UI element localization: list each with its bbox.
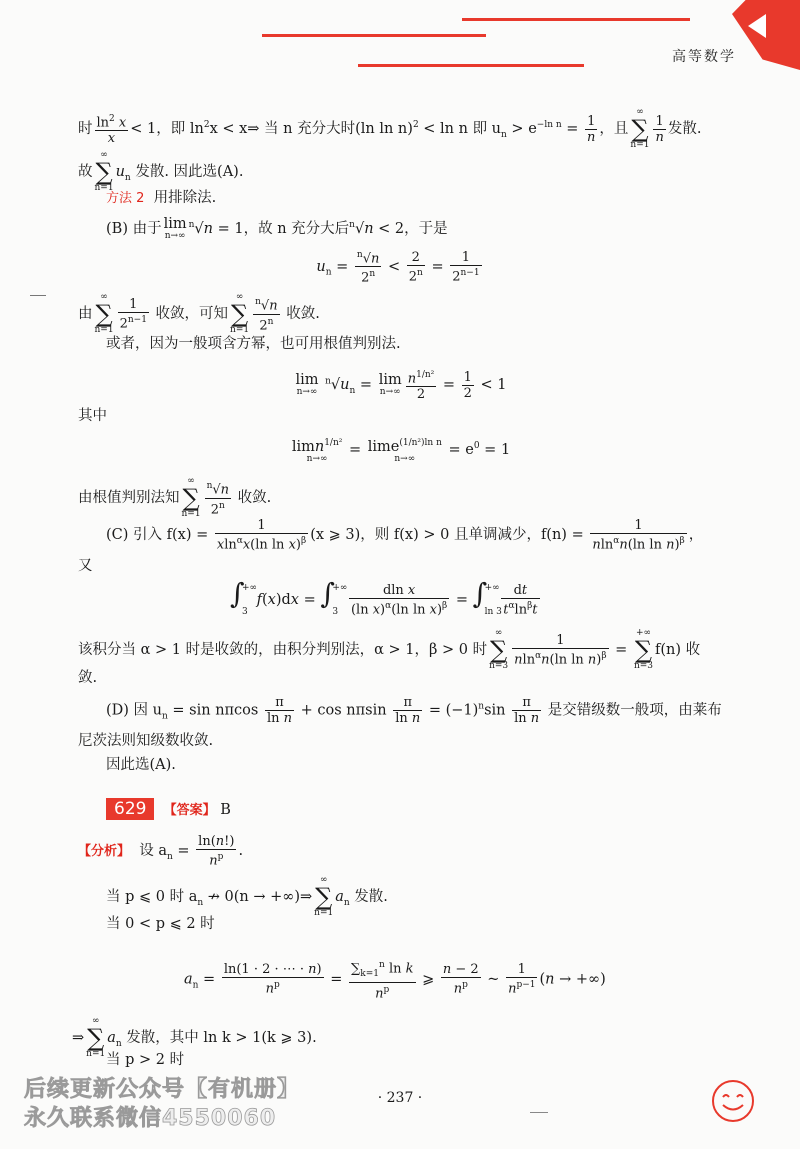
page-number: · 237 ·	[377, 1090, 423, 1106]
display-equation: lim n→∞ $^n√u_n$ = lim n→∞ $\frac{n^{1/n^2}}{2}$ = $\frac{1}{2}$ < 1	[295, 369, 507, 403]
text-line: 时 $\frac{\ln^2 x}{x}$ < 1，即 $\ln^2x$ < x⇒ 当 n 充分大时(ln ln n)$^2$ < ln n 即 $u_n > e^{-ln n}$ = $\frac{1}{n}$ ，且 ∞ ∑ n=1 $\frac{1}{n}$ 发散.	[78, 107, 702, 150]
fraction: $\frac{2}{2^n}$	[408, 249, 423, 284]
text-line: 当 p > 2 时	[106, 1052, 185, 1068]
text-line: 故 ∞ ∑ n=1 $u_n$ 发散. 因此选(A).	[78, 150, 244, 193]
red-stripe	[262, 34, 486, 37]
limit: lim n→∞	[378, 372, 402, 398]
integral-symbol: ∫ +∞ 3	[320, 577, 348, 617]
text-line: 尼茨法则知级数收敛.	[78, 733, 214, 749]
text-line: 当 p ⩽ 0 时 $a_n$ ↛ 0(n → +∞)⇒ ∞ ∑ n=1 $a_n$ 发散.	[106, 875, 388, 918]
limit: lime$^{(1/n^2)ln n}$ n→∞	[367, 438, 442, 464]
text-line: 该积分当 α > 1 时是收敛的，由积分判别法，α > 1，β > 0 时 ∞ ∑ n=3 $\frac{1}{nln^\alpha n(\ln \ln n)^\beta}$ = +∞ ∑ n=3 f(n) 收	[78, 628, 701, 671]
method-heading: 方法 2 用排除法.	[106, 190, 217, 206]
text-line: 其中	[78, 408, 107, 424]
text-line: (B) 由于 lim n→∞ $^n$√n = 1，故 n 充分大后$^n$√n < 2，于是	[106, 215, 448, 241]
watermark-line-2: 永久联系微信4550060	[24, 1106, 277, 1131]
limit: lim n→∞	[295, 372, 319, 398]
display-equation: ∫ +∞ 3 f(x)dx = ∫ +∞ 3 $\frac{\text{dln x}}{(\ln x)^\alpha(\ln \ln x)^\beta}$ = ∫ +∞ ln 3 $\frac{dt}{t^\alpha\ln^\beta t}$	[230, 577, 538, 618]
integral-symbol: ∫ +∞ ln 3	[472, 577, 502, 617]
section-title: 高等数学	[672, 49, 736, 65]
text-line: 由 ∞ ∑ n=1 $\frac{1}{2^{n-1}}$ 收敛，可知 ∞ ∑ n=1 $\frac{^n√n}{2^n}$ 收敛.	[78, 292, 320, 335]
limit: lim n→∞	[163, 215, 187, 241]
display-equation: $u_n$ = $\frac{^n√n}{2^n}$ < $\frac{2}{2^n}$ = $\frac{1}{2^{n-1}}$	[316, 249, 480, 286]
sum-symbol: ∞ ∑ n=1	[314, 875, 334, 918]
red-stripe	[358, 64, 584, 67]
header-decoration	[0, 0, 800, 80]
fraction: $\frac{1}{2^{n-1}}$	[119, 296, 147, 332]
text-line: 因此选(A).	[106, 757, 176, 773]
fraction: $\frac{1}{nln^\alpha n(\ln \ln n)^\beta}$	[592, 518, 685, 553]
fraction: $\frac{^n√n}{2^n}$	[255, 297, 278, 333]
text-line: (C) 引入 f(x) = $\frac{1}{xln^\alpha x(\ln \ln x)^\beta}$ (x ⩾ 3)，则 f(x) > 0 且单调减少，f(n) = $\frac{1}{nln^\alpha n(\ln \ln n)^\beta}$ ，	[106, 518, 704, 553]
footer-rule	[530, 1112, 548, 1113]
display-equation: $a_n$ = $\frac{\ln(1 \cdot 2 \cdot \cdots \cdot n)}{n^p}$ = $\frac{\sum_{k=1}^n \ln k}{n^p}$ ⩾ $\frac{n - 2}{n^p}$ ~ $\frac{1}{n^{p-1}}$ (n → +∞)	[184, 960, 606, 1002]
fraction: $\frac{1}{2}$	[463, 369, 472, 401]
text-line: 敛.	[78, 670, 98, 686]
red-stripe	[462, 18, 690, 21]
sum-symbol: ∞ ∑ n=1	[181, 476, 201, 519]
text-line: ⇒ ∞ ∑ n=1 $a_n$ 发散，其中 ln k > 1(k ⩾ 3).	[72, 1016, 317, 1059]
corner-arrow-icon	[748, 14, 766, 38]
fraction: $\frac{1}{xln^\alpha x(\ln \ln x)^\beta}$	[216, 518, 307, 553]
limit: limn$^{1/n^2}$ n→∞	[291, 438, 343, 464]
problem-number: 629	[106, 798, 154, 820]
margin-mark	[30, 290, 46, 296]
fraction: $\frac{^n√n}{2^n}$	[206, 481, 230, 517]
fraction: $\frac{^n√n}{2^n}$	[356, 250, 380, 286]
text-line: 或者，因为一般项含方幂，也可用根值判别法.	[106, 336, 401, 352]
fraction: $\frac{\ln(n!)}{n^p}$	[198, 834, 235, 869]
fraction: $\frac{1}{n}$	[655, 113, 664, 145]
sum-symbol: ∞ ∑ n=1	[94, 292, 114, 335]
fraction: $\frac{dt}{t^\alpha\ln^\beta t}$	[503, 582, 538, 618]
sum-symbol: ∞ ∑ n=1	[86, 1016, 106, 1059]
watermark-line-1: 后续更新公众号【有机册】	[24, 1077, 301, 1102]
fraction: $\frac{1}{2^{n-1}}$	[452, 249, 480, 284]
fraction: $\frac{\ln(1 \cdot 2 \cdot \cdots \cdot n)}{n^p}$	[223, 962, 322, 997]
sum-symbol: +∞ ∑ n=3	[633, 628, 654, 671]
corner-logo	[732, 0, 800, 70]
smiley-icon	[710, 1078, 756, 1124]
sum-symbol: ∞ ∑ n=1	[630, 107, 650, 150]
fraction: $\frac{1}{nln^\alpha n(\ln \ln n)^\beta}$	[514, 632, 607, 668]
fraction: $\frac{\text{dln x}}{(\ln x)^\alpha(\ln \ln x)^\beta}$	[350, 582, 448, 618]
fraction: $\frac{n^{1/n^2}}{2}$	[407, 370, 435, 403]
fraction: $\frac{1}{n^{p-1}}$	[508, 962, 536, 997]
text-line: 【分析】 设 $a_n$ = $\frac{\ln(n!)}{n^p}$ .	[78, 834, 244, 869]
problem-header: 629 【答案】 B	[106, 799, 231, 821]
sum-symbol: ∞ ∑ n=3	[489, 628, 509, 671]
fraction: $\frac{1}{n}$	[587, 113, 596, 145]
integral-symbol: ∫ +∞ 3	[230, 577, 258, 617]
sum-symbol: ∞ ∑ n=1	[94, 150, 114, 193]
text-line: (D) 因 $u_n = \sin n\pi\cos$ $\frac{\pi}{\text{ln n}}$ + cos nπsin $\frac{\pi}{\text{ln n}}$ = $(-1)^n\sin$ $\frac{\pi}{\text{ln n}}$ 是交错级数一般项，由莱布	[106, 695, 722, 726]
text-line: 由根值判别法知 ∞ ∑ n=1 $\frac{^n√n}{2^n}$ 收敛.	[78, 476, 272, 519]
fraction: $\frac{\pi}{\text{ln n}}$	[395, 695, 421, 726]
sum-symbol: ∞ ∑ n=1	[230, 292, 250, 335]
text-line: 又	[78, 558, 93, 574]
display-equation: limn$^{1/n^2}$ n→∞ = lime$^{(1/n^2)ln n}$ n→∞ = $e^0 = 1$	[291, 438, 511, 464]
text-line: 当 0 < p ⩽ 2 时	[106, 916, 215, 932]
fraction: $\frac{n - 2}{n^p}$	[442, 962, 479, 997]
fraction: $\frac{\pi}{\text{ln n}}$	[266, 695, 293, 726]
fraction: $\frac{\ln^2 x}{x}$	[96, 113, 127, 147]
fraction: $\frac{\sum_{k=1}^n \ln k}{n^p}$	[351, 960, 414, 1002]
fraction: $\frac{\pi}{\text{ln n}}$	[514, 695, 540, 726]
